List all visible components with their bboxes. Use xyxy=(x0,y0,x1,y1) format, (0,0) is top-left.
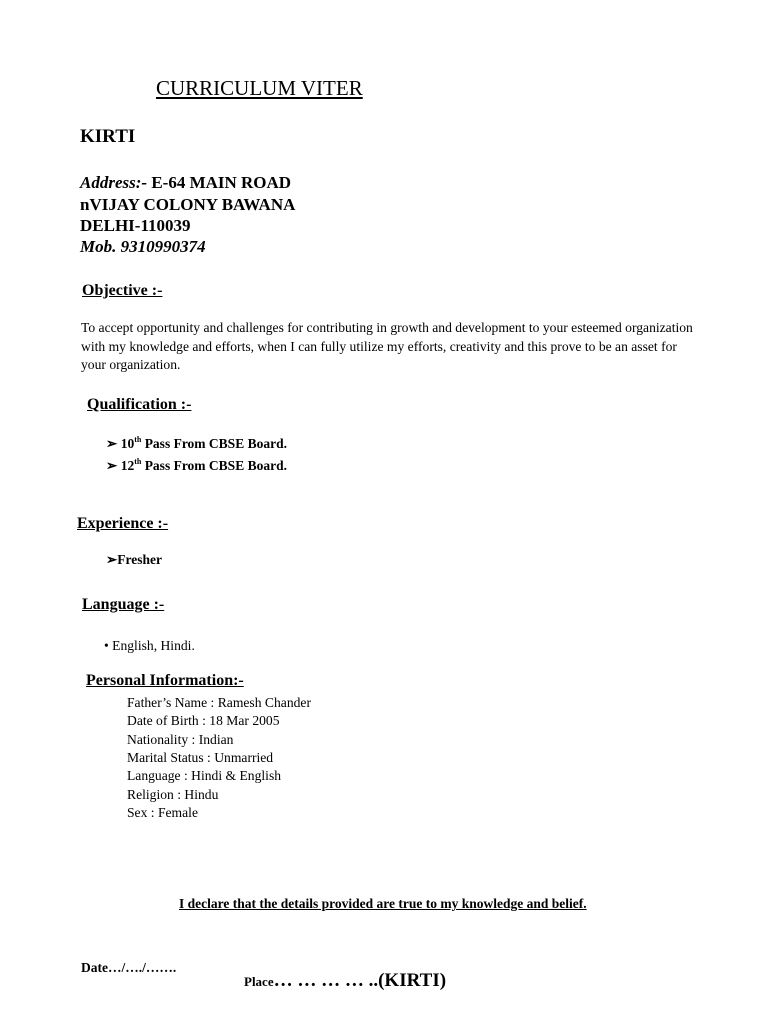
personal-info-item: Sex : Female xyxy=(127,805,198,820)
address-street: E-64 MAIN ROAD xyxy=(147,173,292,192)
language-item: • English, Hindi. xyxy=(104,638,195,653)
document-title: CURRICULUM VITER xyxy=(156,76,363,100)
personal-info-item: Nationality : Indian xyxy=(127,732,234,747)
arrow-bullet-icon: ➢ xyxy=(106,458,118,473)
experience-heading: Experience :- xyxy=(77,515,169,532)
candidate-name: KIRTI xyxy=(80,126,136,147)
place-signature-line xyxy=(244,970,446,992)
personal-info-item: Date of Birth : 18 Mar 2005 xyxy=(127,713,280,728)
address-label: Address:- xyxy=(80,173,148,192)
arrow-bullet-icon: ➢ xyxy=(106,436,118,451)
place-dots: … … … … .. xyxy=(273,970,379,991)
address-line-2: nVIJAY COLONY BAWANA xyxy=(80,195,296,214)
personal-info-item: Language : Hindi & English xyxy=(127,768,282,783)
personal-info-item: Marital Status : Unmarried xyxy=(127,750,274,765)
address-line-1 xyxy=(80,173,291,193)
personal-info-heading: Personal Information:- xyxy=(86,672,244,689)
objective-heading: Objective :- xyxy=(82,282,163,299)
language-heading: Language :- xyxy=(82,596,165,613)
signature-name: (KIRTI) xyxy=(378,970,447,991)
date-field: Date…/…./……. xyxy=(81,960,177,975)
personal-info-item: Religion : Hindu xyxy=(127,787,219,802)
ordinal-suffix: th xyxy=(134,457,142,466)
ordinal-suffix: th xyxy=(134,435,142,444)
objective-text: To accept opportunity and challenges for contributing in growth and development to your esteemed organization with my knowledge and efforts, when I can fully utilize my efforts, creativity and this prove to be an asset for your organization. xyxy=(81,320,693,372)
qualification-item xyxy=(106,435,287,452)
qualification-class: 12 xyxy=(120,458,135,473)
qualification-heading: Qualification :- xyxy=(87,396,192,413)
qualification-text: Pass From CBSE Board. xyxy=(141,458,287,473)
qualification-text: Pass From CBSE Board. xyxy=(141,436,287,451)
mobile-number: Mob. 9310990374 xyxy=(80,237,206,256)
place-label: Place xyxy=(244,974,274,989)
experience-item: ➢Fresher xyxy=(106,552,163,567)
address-line-3: DELHI-110039 xyxy=(80,216,191,235)
declaration-text: I declare that the details provided are true to my knowledge and belief. xyxy=(179,896,587,911)
qualification-item xyxy=(106,457,287,474)
qualification-class: 10 xyxy=(120,436,135,451)
personal-info-item: Father’s Name : Ramesh Chander xyxy=(127,695,311,710)
